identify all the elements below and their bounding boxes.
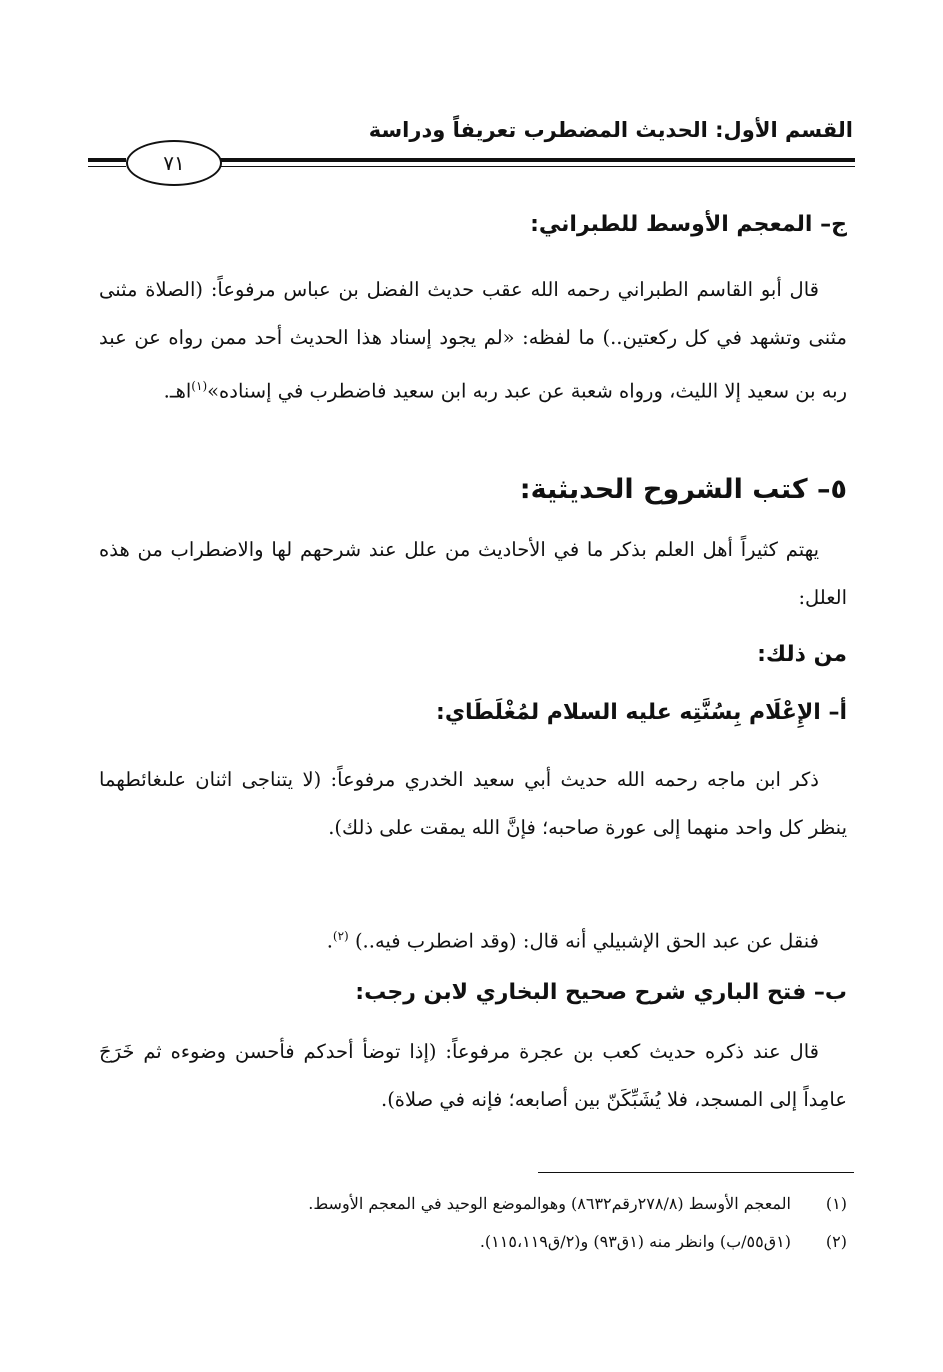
header-rule-right-thin: [218, 166, 855, 167]
paragraph-ibn-majah: ذكر ابن ماجه رحمه الله حديث أبي سعيد الخدري مرفوعاً: (لا يتناجى اثنان علىغائطهما ينظر كل واحد منهما إلى عورة صاحبه؛ فإنَّ الله يمقت على ذلك).: [99, 768, 847, 839]
footnote-1: [99, 1194, 847, 1213]
section-heading-5: ٥– كتب الشروح الحديثية:: [519, 474, 847, 505]
header-rule-right: [218, 158, 855, 162]
header-rule-left-thin: [88, 166, 126, 167]
footnote-number: (١): [825, 1194, 847, 1213]
paragraph-ishbili: فنقل عن عبد الحق الإشبيلي أنه قال: (وقد اضطرب فيه..) $^{(٢)}$.: [326, 929, 819, 953]
paragraph-shuruh: يهتم كثيراً أهل العلم بذكر ما في الأحاديث من علل عند شرحهم لها والاضطراب من هذه العلل:: [99, 538, 847, 609]
paragraph-text: قال أبو القاسم الطبراني رحمه الله عقب حديث الفضل بن عباس مرفوعاً: (الصلاة مثنى مثنى وتشهد في كل ركعتين..) ما لفظه: «لم يجود إسناد هذا الحديث أحد ممن رواه عن عبد ربه بن سعيد إلا الليث، ورواه شعبة عن عبد ربه ابن سعيد فاضطرب في إسناده»: [99, 278, 847, 403]
header-rule-left: [88, 158, 126, 162]
page-number: ٧١: [126, 140, 222, 186]
paragraph-tabarani: [99, 266, 847, 416]
footnote-text: (١ق٥٥/ب) وانظر منه (١ق٩٣) و(٢/ق١١٥،١١٩).: [479, 1232, 791, 1251]
section-heading-c: ج– المعجم الأوسط للطبراني:: [530, 212, 847, 237]
section-heading-b: ب– فتح الباري شرح صحيح البخاري لابن رجب:: [355, 980, 847, 1005]
footnote-ref-1[interactable]: (١): [191, 379, 208, 393]
footnote-text: المعجم الأوسط (٢٧٨/٨رقم٨٦٣٢) وهوالموضع الوحيد في المعجم الأوسط.: [308, 1194, 791, 1213]
running-title: القسم الأول: الحديث المضطرب تعريفاً ودراسة: [368, 118, 853, 142]
paragraph-ibn-rajab: قال عند ذكره حديث كعب بن عجرة مرفوعاً: (إذا توضأ أحدكم فأحسن وضوءه ثم خَرَجَ عامِداً إلى المسجد، فلا يُشَبِّكَنّ بين أصابعه؛ فإنه في صلاة).: [99, 1040, 847, 1111]
paragraph-text: فنقل عن عبد الحق الإشبيلي أنه قال: (وقد اضطرب فيه..): [354, 929, 819, 953]
footnote-2: [99, 1232, 847, 1251]
footnote-number: (٢): [825, 1232, 847, 1251]
footnote-separator: [538, 1172, 854, 1173]
section-heading-a: أ– الإِعْلَام بِسُنَّتِه عليه السلام لمُغْلَطَاي:: [436, 700, 847, 725]
footnote-ref-2[interactable]: (٢): [332, 929, 349, 943]
paragraph-end: اهـ.: [163, 379, 192, 403]
subheading-from-that: من ذلك:: [757, 642, 847, 667]
